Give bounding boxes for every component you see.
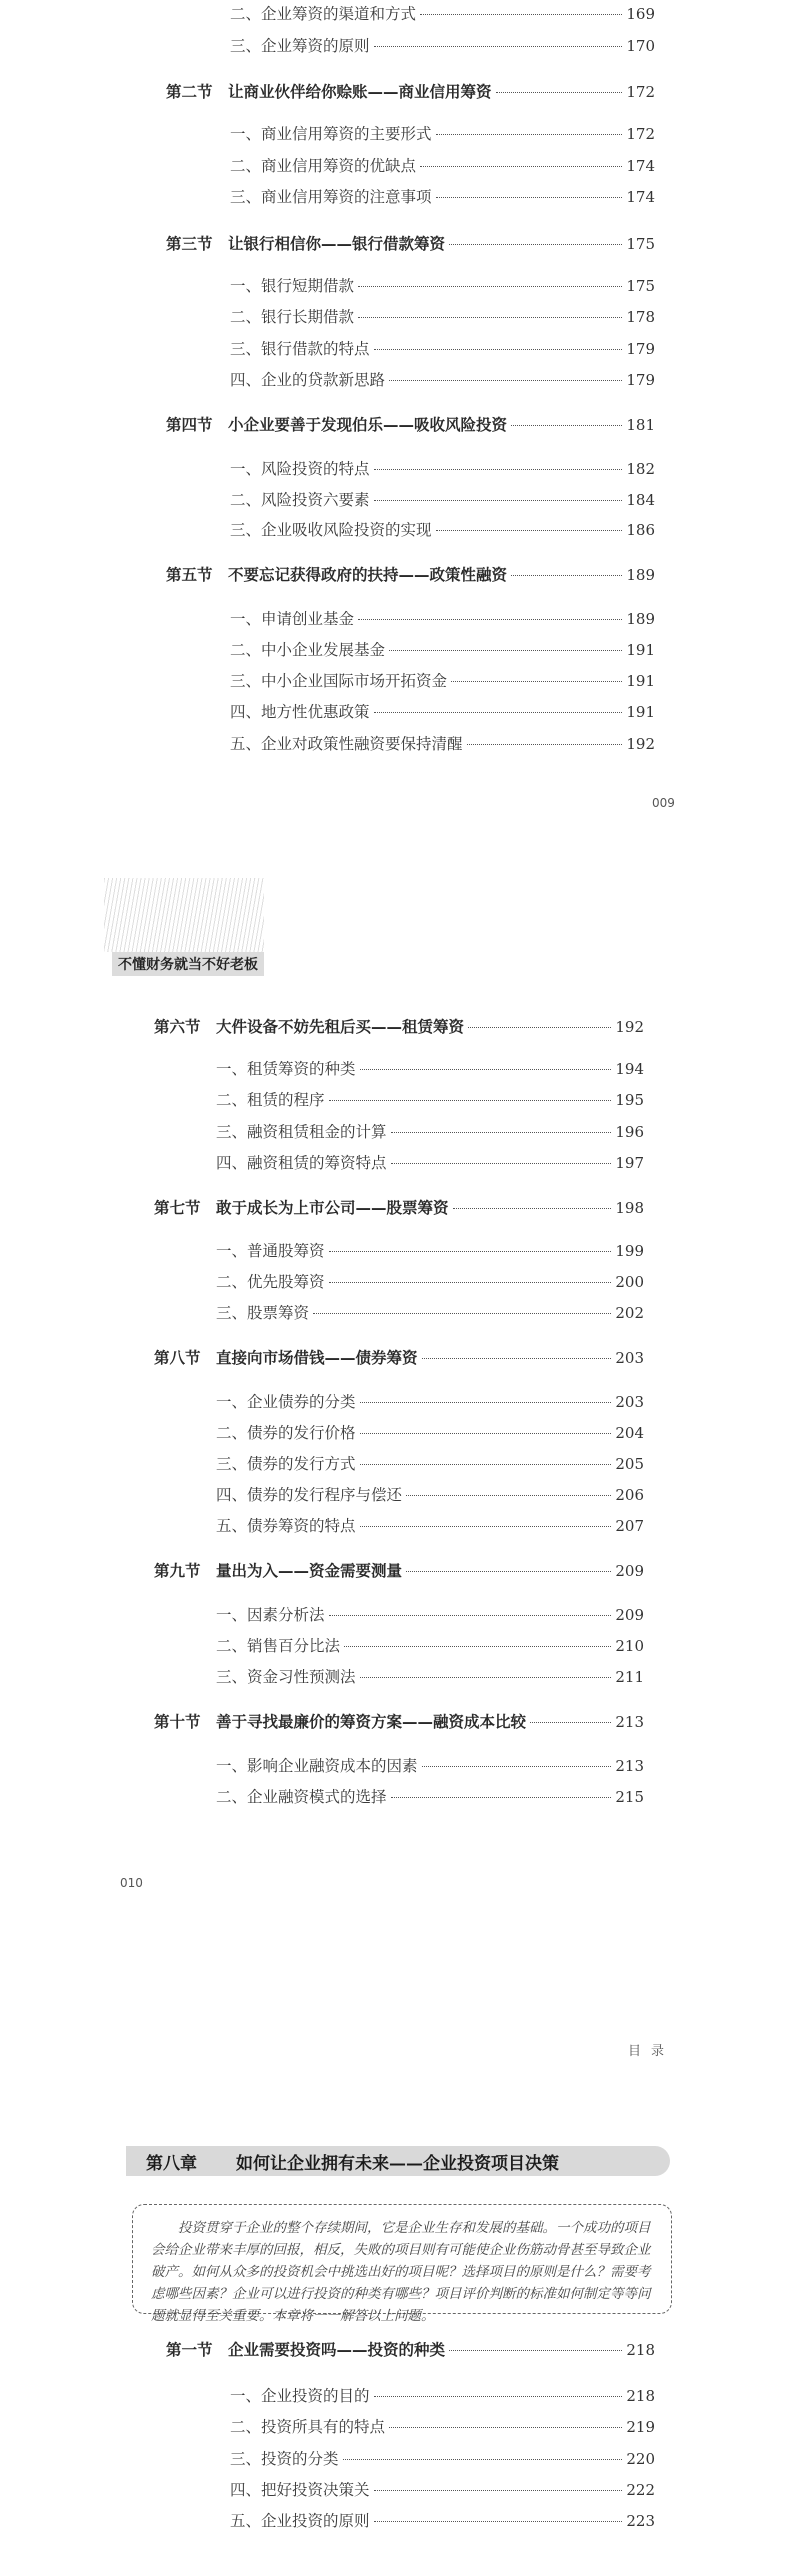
page-ref: 174 <box>626 157 655 175</box>
section-title: 让银行相信你——银行借款筹资 <box>228 235 446 253</box>
page-ref: 189 <box>626 566 655 584</box>
toc-subsection-row[interactable] <box>230 2509 655 2531</box>
dot-leader <box>360 1677 612 1678</box>
page-ref: 219 <box>626 2418 655 2436</box>
toc-subsection-row[interactable] <box>230 337 655 359</box>
dot-leader <box>449 244 622 245</box>
dot-leader <box>406 1571 611 1572</box>
page-ref: 206 <box>615 1486 644 1504</box>
subsection-title: 三、企业筹资的原则 <box>230 37 370 55</box>
dot-leader <box>374 469 623 470</box>
subsection-title: 一、因素分析法 <box>216 1606 325 1624</box>
section-title: 善于寻找最廉价的筹资方案——融资成本比较 <box>216 1713 527 1731</box>
dot-leader <box>374 2490 623 2491</box>
dot-leader <box>511 575 622 576</box>
subsection-title: 一、普通股筹资 <box>216 1242 325 1260</box>
dot-leader <box>449 2350 622 2351</box>
subsection-title: 三、银行借款的特点 <box>230 340 370 358</box>
toc-subsection-row[interactable] <box>216 1785 644 1807</box>
subsection-title: 二、优先股筹资 <box>216 1273 325 1291</box>
toc-subsection-row[interactable] <box>230 638 655 660</box>
toc-subsection-row[interactable] <box>216 1088 644 1110</box>
subsection-title: 三、融资租赁租金的计算 <box>216 1123 387 1141</box>
running-head: 不懂财务就当不好老板 <box>112 952 264 976</box>
subsection-title: 二、销售百分比法 <box>216 1637 341 1655</box>
section-label: 第六节 <box>154 1018 201 1036</box>
toc-subsection-row[interactable] <box>216 1057 644 1079</box>
toc-section-row[interactable] <box>166 2338 655 2360</box>
subsection-title: 一、商业信用筹资的主要形式 <box>230 125 432 143</box>
page-ref: 200 <box>615 1273 644 1291</box>
dot-leader <box>360 1433 612 1434</box>
dot-leader <box>329 1100 612 1101</box>
section-title: 不要忘记获得政府的扶持——政策性融资 <box>228 566 508 584</box>
subsection-title: 三、商业信用筹资的注意事项 <box>230 188 432 206</box>
dot-leader <box>436 530 623 531</box>
subsection-title: 二、债券的发行价格 <box>216 1424 356 1442</box>
page-ref: 191 <box>626 672 655 690</box>
page-ref: 175 <box>626 235 655 253</box>
page-ref: 209 <box>615 1606 644 1624</box>
page-ref: 211 <box>615 1668 644 1686</box>
section-label: 第四节 <box>166 416 213 434</box>
dot-leader <box>389 380 622 381</box>
toc-subsection-row[interactable] <box>230 2 655 24</box>
dot-leader <box>420 14 622 15</box>
toc-subsection-row[interactable] <box>230 2384 655 2406</box>
subsection-title: 五、企业对政策性融资要保持清醒 <box>230 735 463 753</box>
subsection-title: 三、投资的分类 <box>230 2450 339 2468</box>
page-number: 009 <box>652 796 675 810</box>
dot-leader <box>360 1464 612 1465</box>
page-ref: 192 <box>626 735 655 753</box>
page-ref: 195 <box>615 1091 644 1109</box>
toc-subsection-row[interactable] <box>216 1665 644 1687</box>
page-ref: 169 <box>626 5 655 23</box>
dot-leader <box>374 349 623 350</box>
dot-leader <box>422 1358 612 1359</box>
dot-leader <box>374 712 623 713</box>
dot-leader <box>467 744 623 745</box>
section-label: 第九节 <box>154 1562 201 1580</box>
dot-leader <box>406 1495 611 1496</box>
toc-subsection-row[interactable] <box>230 607 655 629</box>
page-ref: 205 <box>615 1455 644 1473</box>
toc-subsection-row[interactable] <box>216 1120 644 1142</box>
subsection-title: 二、租赁的程序 <box>216 1091 325 1109</box>
dot-leader <box>358 286 622 287</box>
page-ref: 194 <box>615 1060 644 1078</box>
toc-subsection-row[interactable] <box>216 1483 644 1505</box>
page-ref: 179 <box>626 340 655 358</box>
page-ref: 213 <box>615 1757 644 1775</box>
dot-leader <box>360 1526 612 1527</box>
subsection-title: 二、中小企业发展基金 <box>230 641 386 659</box>
toc-subsection-row[interactable] <box>230 34 655 56</box>
toc-subsection-row[interactable] <box>230 2415 655 2437</box>
dot-leader <box>358 317 622 318</box>
toc-subsection-row[interactable] <box>216 1754 644 1776</box>
page-ref: 184 <box>626 491 655 509</box>
subsection-title: 四、企业的贷款新思路 <box>230 371 386 389</box>
toc-subsection-row[interactable] <box>230 368 655 390</box>
subsection-title: 五、企业投资的原则 <box>230 2512 370 2530</box>
toc-subsection-row[interactable] <box>230 154 655 176</box>
dot-leader <box>391 1797 612 1798</box>
subsection-title: 二、商业信用筹资的优缺点 <box>230 157 417 175</box>
subsection-title: 四、地方性优惠政策 <box>230 703 370 721</box>
subsection-title: 四、把好投资决策关 <box>230 2481 370 2499</box>
chapter-banner <box>126 2146 670 2176</box>
section-label: 第二节 <box>166 83 213 101</box>
dot-leader <box>374 500 623 501</box>
section-label: 第十节 <box>154 1713 201 1731</box>
page-ref: 213 <box>615 1713 644 1731</box>
page-ref: 172 <box>626 125 655 143</box>
toc-subsection-row[interactable] <box>230 518 655 540</box>
subsection-title: 三、中小企业国际市场开拓资金 <box>230 672 448 690</box>
dot-leader <box>374 2521 623 2522</box>
page-number: 010 <box>120 1876 143 1890</box>
toc-subsection-row[interactable] <box>230 122 655 144</box>
page-ref: 197 <box>615 1154 644 1172</box>
toc-subsection-row[interactable] <box>216 1634 644 1656</box>
page-ref: 192 <box>615 1018 644 1036</box>
toc-subsection-row[interactable] <box>216 1239 644 1261</box>
toc-section-row[interactable] <box>166 232 655 254</box>
subsection-title: 三、企业吸收风险投资的实现 <box>230 521 432 539</box>
toc-section-row[interactable] <box>166 563 655 585</box>
dot-leader <box>358 619 622 620</box>
toc-subsection-row[interactable] <box>230 2478 655 2500</box>
dot-leader <box>511 425 622 426</box>
dot-leader <box>468 1027 611 1028</box>
toc-subsection-row[interactable] <box>230 185 655 207</box>
subsection-title: 二、投资所具有的特点 <box>230 2418 386 2436</box>
page-ref: 218 <box>626 2387 655 2405</box>
toc-subsection-row[interactable] <box>216 1603 644 1625</box>
section-title: 大件设备不妨先租后买——租赁筹资 <box>216 1018 465 1036</box>
subsection-title: 二、银行长期借款 <box>230 308 355 326</box>
subsection-title: 二、风险投资六要素 <box>230 491 370 509</box>
chapter-label: 第八章 <box>146 2153 197 2174</box>
dot-leader <box>389 650 622 651</box>
subsection-title: 一、申请创业基金 <box>230 610 355 628</box>
page-ref: 223 <box>626 2512 655 2530</box>
toc-subsection-row[interactable] <box>230 732 655 754</box>
page-ref: 179 <box>626 371 655 389</box>
section-label: 第七节 <box>154 1199 201 1217</box>
subsection-title: 三、资金习性预测法 <box>216 1668 356 1686</box>
section-label: 第八节 <box>154 1349 201 1367</box>
subsection-title: 二、企业融资模式的选择 <box>216 1788 387 1806</box>
subsection-title: 五、债券筹资的特点 <box>216 1517 356 1535</box>
dot-leader <box>422 1766 612 1767</box>
page-ref: 210 <box>615 1637 644 1655</box>
page-ref: 178 <box>626 308 655 326</box>
toc-subsection-row[interactable] <box>216 1421 644 1443</box>
toc-subsection-row[interactable] <box>230 305 655 327</box>
page-ref: 203 <box>615 1393 644 1411</box>
toc-subsection-row[interactable] <box>216 1151 644 1173</box>
section-title: 敢于成长为上市公司——股票筹资 <box>216 1199 449 1217</box>
decorative-hatch <box>104 878 264 952</box>
section-label: 第一节 <box>166 2341 213 2359</box>
page-ref: 218 <box>626 2341 655 2359</box>
toc-subsection-row[interactable] <box>230 457 655 479</box>
page-ref: 220 <box>626 2450 655 2468</box>
dot-leader <box>420 166 622 167</box>
dot-leader <box>451 681 622 682</box>
page-ref: 215 <box>615 1788 644 1806</box>
page-ref: 174 <box>626 188 655 206</box>
page-ref: 198 <box>615 1199 644 1217</box>
page-ref: 186 <box>626 521 655 539</box>
page-ref: 203 <box>615 1349 644 1367</box>
dot-leader <box>436 197 623 198</box>
page-ref: 204 <box>615 1424 644 1442</box>
toc-subsection-row[interactable] <box>216 1514 644 1536</box>
toc-section-row[interactable] <box>154 1015 644 1037</box>
page-ref: 172 <box>626 83 655 101</box>
dot-leader <box>530 1722 611 1723</box>
subsection-title: 一、租赁筹资的种类 <box>216 1060 356 1078</box>
subsection-title: 一、企业债券的分类 <box>216 1393 356 1411</box>
page-ref: 222 <box>626 2481 655 2499</box>
dot-leader <box>329 1282 612 1283</box>
subsection-title: 四、债券的发行程序与偿还 <box>216 1486 403 1504</box>
dot-leader <box>329 1251 612 1252</box>
page-ref: 207 <box>615 1517 644 1535</box>
toc-subsection-row[interactable] <box>216 1301 644 1323</box>
section-label: 第五节 <box>166 566 213 584</box>
toc-section-row[interactable] <box>166 413 655 435</box>
subsection-title: 三、债券的发行方式 <box>216 1455 356 1473</box>
dot-leader <box>496 92 623 93</box>
chapter-title: 如何让企业拥有未来——企业投资项目决策 <box>236 2153 559 2174</box>
dot-leader <box>389 2427 622 2428</box>
dot-leader <box>436 134 623 135</box>
toc-subsection-row[interactable] <box>216 1452 644 1474</box>
section-label: 第三节 <box>166 235 213 253</box>
subsection-title: 四、融资租赁的筹资特点 <box>216 1154 387 1172</box>
toc-section-row[interactable] <box>154 1559 644 1581</box>
dot-leader <box>313 1313 611 1314</box>
running-head-right: 目录 <box>628 2044 675 2059</box>
page-ref: 191 <box>626 641 655 659</box>
page-ref: 181 <box>626 416 655 434</box>
page-ref: 196 <box>615 1123 644 1141</box>
subsection-title: 一、影响企业融资成本的因素 <box>216 1757 418 1775</box>
dot-leader <box>343 2459 623 2460</box>
dot-leader <box>344 1646 611 1647</box>
page-ref: 202 <box>615 1304 644 1322</box>
section-title: 让商业伙伴给你赊账——商业信用筹资 <box>228 83 492 101</box>
subsection-title: 一、风险投资的特点 <box>230 460 370 478</box>
page-ref: 189 <box>626 610 655 628</box>
dot-leader <box>360 1402 612 1403</box>
dot-leader <box>453 1208 612 1209</box>
dot-leader <box>391 1132 612 1133</box>
toc-subsection-row[interactable] <box>216 1390 644 1412</box>
subsection-title: 一、企业投资的目的 <box>230 2387 370 2405</box>
section-title: 直接向市场借钱——债券筹资 <box>216 1349 418 1367</box>
dot-leader <box>374 46 623 47</box>
subsection-title: 二、企业筹资的渠道和方式 <box>230 5 417 23</box>
subsection-title: 一、银行短期借款 <box>230 277 355 295</box>
toc-subsection-row[interactable] <box>230 669 655 691</box>
toc-section-row[interactable] <box>166 80 655 102</box>
toc-section-row[interactable] <box>154 1196 644 1218</box>
page-ref: 170 <box>626 37 655 55</box>
dot-leader <box>360 1069 612 1070</box>
chapter-intro-text: 投资贯穿于企业的整个存续期间，它是企业生存和发展的基础。一个成功的项目会给企业带来丰厚的回报，相反，失败的项目则有可能使企业伤筋动骨甚至导致企业破产。如何从众多的投资机会中挑选出好的项目呢？选择项目的原则是什么？需要考虑哪些因素？企业可以进行投资的种类有哪些？项目评价判断的标准如何制定等等问题就显得至关重要。本章将一一解答以上问题。 <box>151 2220 651 2324</box>
section-title: 小企业要善于发现伯乐——吸收风险投资 <box>228 416 508 434</box>
dot-leader <box>391 1163 612 1164</box>
toc-section-row[interactable] <box>154 1346 644 1368</box>
dot-leader <box>374 2396 623 2397</box>
page-ref: 182 <box>626 460 655 478</box>
toc-subsection-row[interactable] <box>216 1270 644 1292</box>
page-ref: 191 <box>626 703 655 721</box>
toc-subsection-row[interactable] <box>230 2447 655 2469</box>
toc-subsection-row[interactable] <box>230 488 655 510</box>
toc-subsection-row[interactable] <box>230 274 655 296</box>
section-title: 量出为入——资金需要测量 <box>216 1562 403 1580</box>
chapter-intro-box <box>132 2204 672 2324</box>
page-ref: 199 <box>615 1242 644 1260</box>
subsection-title: 三、股票筹资 <box>216 1304 310 1322</box>
section-title: 企业需要投资吗——投资的种类 <box>228 2341 446 2359</box>
dot-leader <box>329 1615 612 1616</box>
page-ref: 209 <box>615 1562 644 1580</box>
toc-subsection-row[interactable] <box>230 700 655 722</box>
page-ref: 175 <box>626 277 655 295</box>
toc-section-row[interactable] <box>154 1710 644 1732</box>
